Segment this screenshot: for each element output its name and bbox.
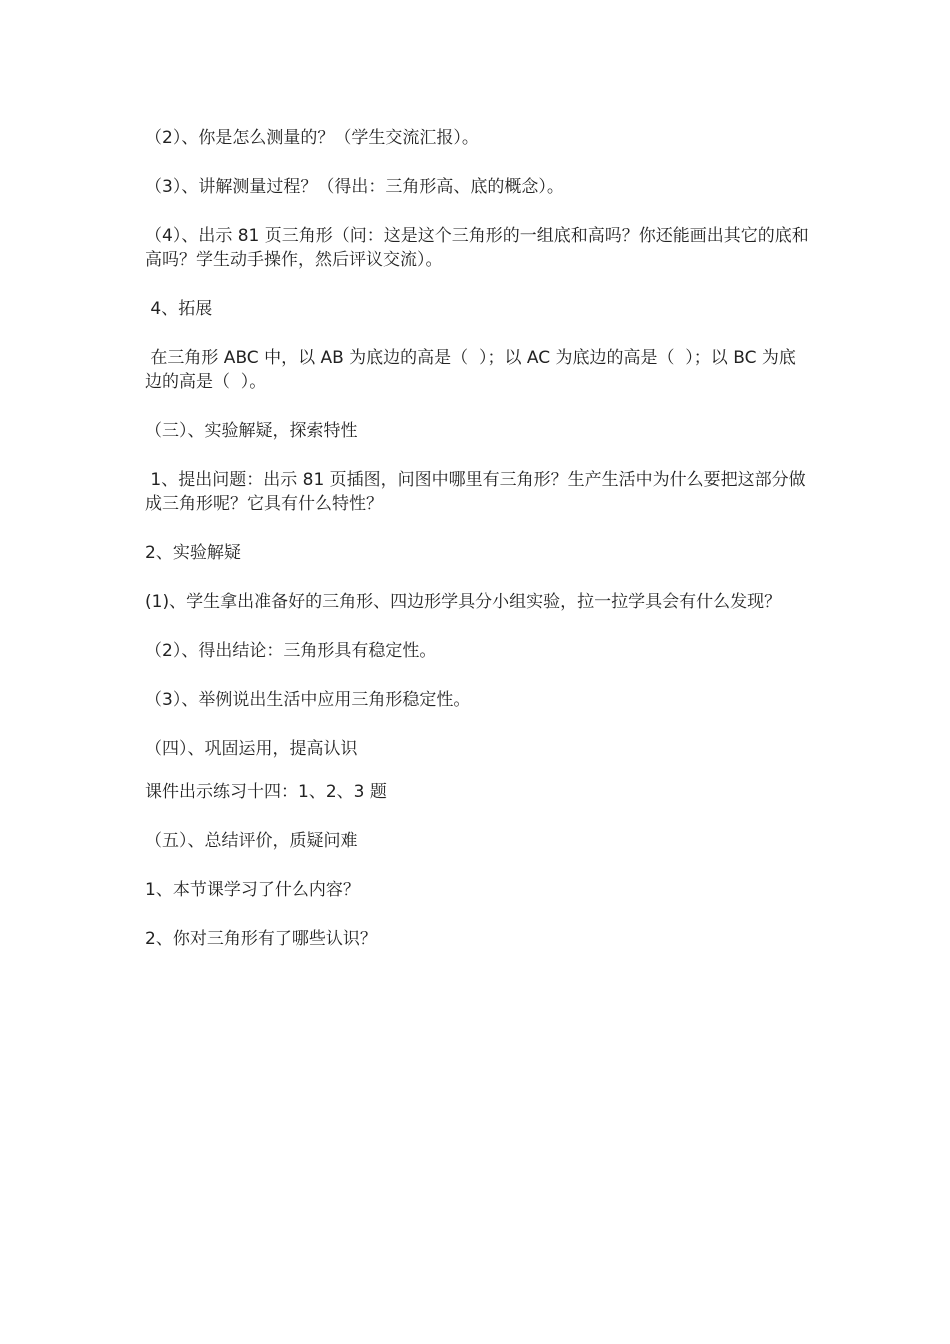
section-heading-summary: （五）、总结评价，质疑问难: [145, 831, 358, 851]
paragraph-triangle-abc-question: 在三角形 ABC 中，以 AB 为底边的高是（ ）；以 AC 为底边的高是（ ）；以 BC 为底边的高是（ ）。: [145, 348, 796, 392]
paragraph-measure-method: （2）、你是怎么测量的？（学生交流汇报）。: [145, 128, 479, 148]
paragraph-extension-heading: 4、拓展: [145, 299, 213, 319]
paragraph-group-experiment: (1)、学生拿出准备好的三角形、四边形学具分小组实验，拉一拉学具会有什么发现？: [145, 592, 782, 612]
section-heading-consolidate: （四）、巩固运用，提高认识: [145, 739, 358, 759]
paragraph-page81-triangle: （4）、出示 81 页三角形（问：这是这个三角形的一组底和高吗？你还能画出其它的底和高吗？学生动手操作，然后评议交流）。: [145, 226, 809, 270]
paragraph-summary-question-2: 2、你对三角形有了哪些认识？: [145, 929, 377, 949]
paragraph-conclusion: （2）、得出结论：三角形具有稳定性。: [145, 641, 437, 661]
section-heading-experiment: （三）、实验解疑，探索特性: [145, 421, 358, 441]
paragraph-pose-question: 1、提出问题：出示 81 页插图，问图中哪里有三角形？生产生活中为什么要把这部分做成三角形呢？它具有什么特性？: [145, 470, 806, 514]
paragraph-exercise: 课件出示练习十四：1、2、3 题: [145, 782, 387, 802]
paragraph-summary-question-1: 1、本节课学习了什么内容？: [145, 880, 360, 900]
paragraph-explain-process: （3）、讲解测量过程？（得出：三角形高、底的概念）。: [145, 177, 564, 197]
paragraph-examples: （3）、举例说出生活中应用三角形稳定性。: [145, 690, 471, 710]
paragraph-experiment-heading: 2、实验解疑: [145, 543, 241, 563]
document-body: [145, 126, 810, 976]
